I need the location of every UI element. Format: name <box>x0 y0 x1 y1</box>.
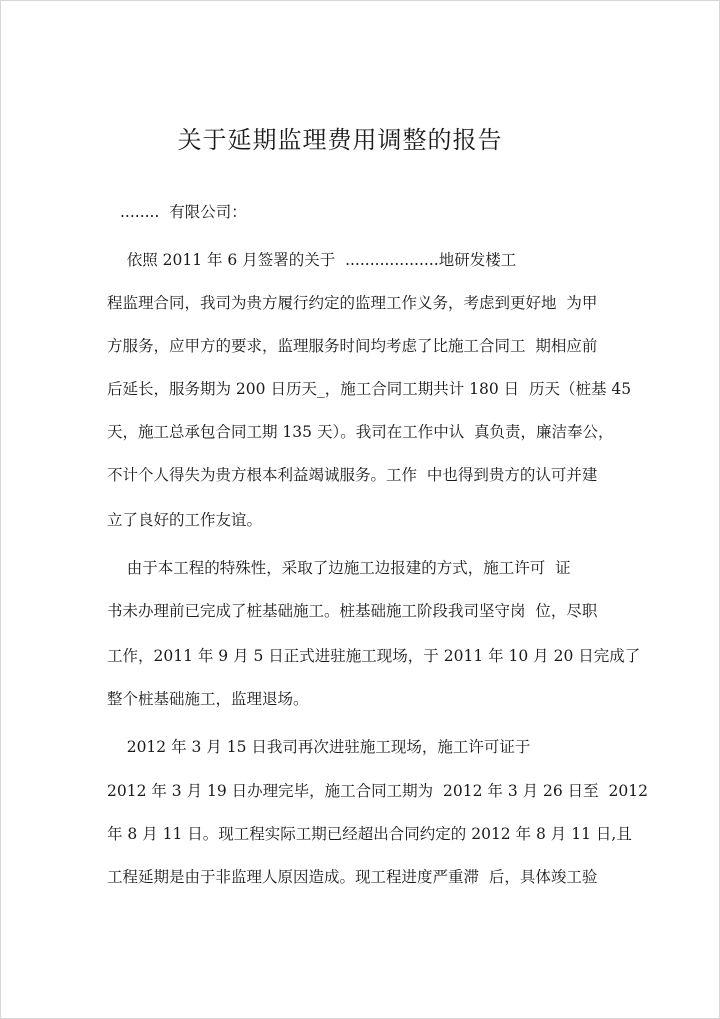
paragraph-line: 年 8 月 11 日。现工程实际工期已经超出合同约定的 2012 年 8 月 11 日,且 <box>107 825 632 843</box>
paragraph-line: 天，施工总承包合同工期 135 天）。我司在工作中认 真负责，廉洁奉公， <box>107 423 614 441</box>
paragraph-line: 立了良好的工作友谊。 <box>107 511 263 529</box>
paragraph-line: 2012 年 3 月 19 日办理完毕，施工合同工期为 2012 年 3 月 26 日至 2012 <box>107 782 648 800</box>
page-title: 关于延期监理费用调整的报告 <box>177 126 503 154</box>
paragraph-line: 依照 2011 年 6 月签署的关于 ...................地研发楼工 <box>107 251 517 269</box>
paragraph-line: 由于本工程的特殊性，采取了边施工边报建的方式，施工许可 证 <box>107 559 571 577</box>
paragraph-line: 工程延期是由于非监理人原因造成。现工程进度严重滞 后，具体竣工验 <box>107 868 598 886</box>
paragraph-line: 工作，2011 年 9 月 5 日正式进驻施工现场，于 2011 年 10 月 20 日完成了 <box>107 647 641 665</box>
salutation: ........ 有限公司： <box>120 203 247 221</box>
paragraph-line: 整个桩基础施工，监理退场。 <box>107 690 309 708</box>
paragraph-line: 2012 年 3 月 15 日我司再次进驻施工现场，施工许可证于 <box>107 738 531 756</box>
paragraph-line: 后延长，服务期为 200 日历天_，施工合同工期共计 180 日 历天（桩基 45 <box>107 380 632 398</box>
paragraph-line: 程监理合同，我司为贵方履行约定的监理工作义务，考虑到更好地 为甲 <box>107 294 598 312</box>
paragraph-line: 书未办理前已完成了桩基础施工。桩基础施工阶段我司坚守岗 位，尽职 <box>107 602 598 620</box>
paragraph-line: 方服务，应甲方的要求，监理服务时间均考虑了比施工合同工 期相应前 <box>107 337 598 355</box>
paragraph-line: 不计个人得失为贵方根本利益竭诚服务。工作 中也得到贵方的认可并建 <box>107 466 598 484</box>
